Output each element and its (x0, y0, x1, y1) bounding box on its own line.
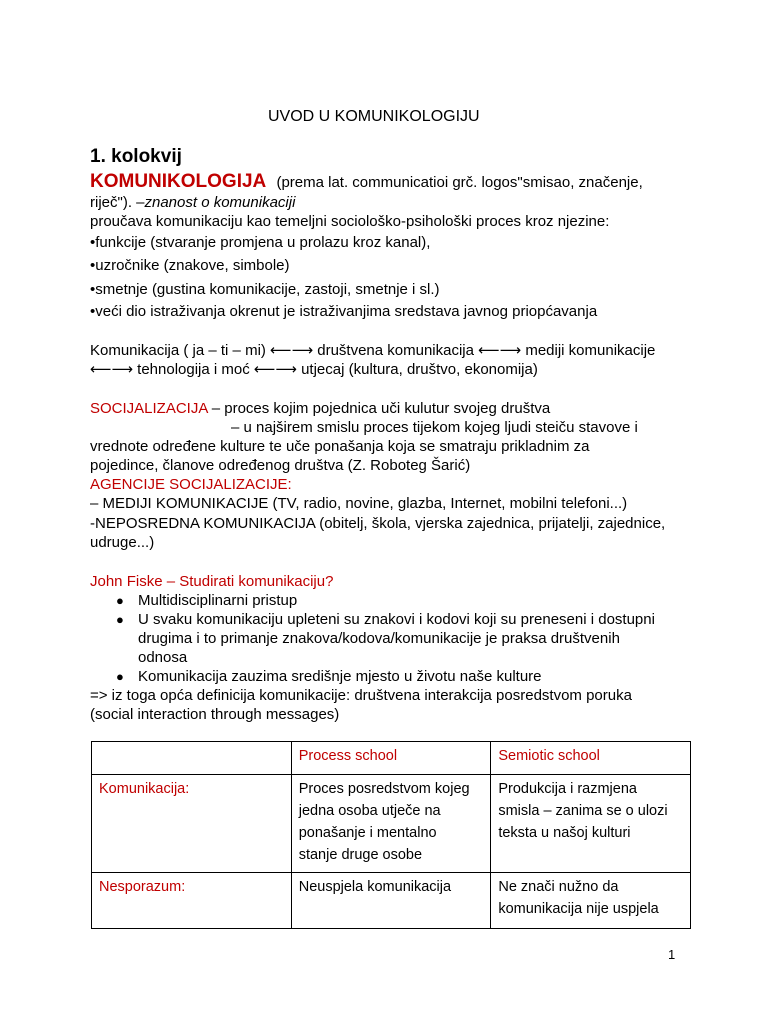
cell-line: teksta u našoj kulturi (498, 825, 631, 841)
table-header-cell: Process school (291, 742, 491, 775)
fiske-bullet: Multidisciplinarni pristup (138, 592, 298, 609)
intro-line: proučava komunikaciju kao temeljni sociološko-psihološki proces kroz njezine: (90, 213, 610, 230)
table-cell (291, 873, 491, 929)
chain-line: ⟵⟶ tehnologija i moć ⟵⟶ utjecaj (kultura, društvo, ekonomija) (90, 361, 538, 378)
cell-line: Ne znači nužno da (498, 879, 619, 895)
cell-line: Neuspjela komunikacija (298, 879, 452, 895)
fiske-bullet: Komunikacija zauzima središnje mjesto u životu naše kulture (138, 668, 542, 685)
cell-line: Produkcija i razmjena (498, 781, 637, 797)
socialization-def-cont: vrednote određene kulture te uče ponašanja koja se smatraju prikladnim za (90, 438, 590, 455)
page-number: 1 (668, 947, 676, 962)
bullet-item: •uzročnike (znakove, simbole) (90, 257, 290, 274)
term-definition: (prema lat. communicatioi grč. logos"smisao, značenje, (276, 174, 643, 191)
agency-item: -NEPOSREDNA KOMUNIKACIJA (obitelj, škola, vjerska zajednica, prijatelji, zajednice, (90, 515, 666, 532)
comparison-table (91, 741, 691, 929)
agency-item-cont: udruge...) (90, 534, 155, 551)
fiske-bullet-cont: odnosa (138, 649, 188, 666)
term-def-part2: riječ"). – (90, 194, 145, 211)
table-row (92, 775, 691, 873)
fiske-bullet-cont: drugima i to primanje znakova/kodova/komunikacije je praksa društvenih (138, 630, 620, 647)
table-header-cell: Semiotic school (491, 742, 691, 775)
socialization-term: SOCIJALIZACIJA (90, 400, 208, 417)
cell-line: stanje druge osobe (298, 847, 423, 863)
bullet-dot-icon: ● (116, 612, 124, 627)
table-row (92, 873, 691, 929)
fiske-bullet: U svaku komunikaciju upleteni su znakovi i kodovi koji su preneseni i dostupni (138, 611, 655, 628)
document-title: UVOD U KOMUNIKOLOGIJU (268, 108, 480, 125)
bullet-item: •funkcije (stvaranje promjena u prolazu kroz kanal), (90, 234, 431, 251)
cell-line: komunikacija nije uspjela (498, 901, 659, 917)
term-line (90, 170, 643, 195)
socialization-def: – proces kojim pojednica uči kulutur svojeg društva (211, 400, 551, 417)
term-def-italic: znanost o komunikaciji (144, 194, 296, 211)
table-cell (491, 873, 691, 929)
agencies-title: AGENCIJE SOCIJALIZACIJE: (90, 476, 292, 493)
conclusion-line: => iz toga opća definicija komunikacije: društvena interakcija posredstvom poruka (90, 687, 632, 704)
bullet-item: •veći dio istraživanja okrenut je istraživanjima sredstava javnog priopćavanja (90, 303, 598, 320)
cell-line: smisla – zanima se o ulozi (498, 803, 668, 819)
table-header-cell (92, 742, 292, 775)
cell-line: jedna osoba utječe na (298, 803, 441, 819)
bullet-dot-icon: ● (116, 593, 124, 608)
cell-line: ponašanje i mentalno (298, 825, 437, 841)
bullet-item: •smetnje (gustina komunikacije, zastoji, smetnje i sl.) (90, 281, 440, 298)
bullet-dot-icon: ● (116, 669, 124, 684)
table-header-row (92, 742, 691, 775)
socialization-line (90, 399, 550, 419)
socialization-def-cont: pojedince, članove određenog društva (Z. Roboteg Šarić) (90, 457, 471, 474)
cell-line: Proces posredstvom kojeg (298, 781, 470, 797)
term-definition-cont (90, 193, 295, 213)
conclusion-line: (social interaction through messages) (90, 706, 340, 723)
table-row-label: Nesporazum: (92, 873, 292, 929)
term-keyword: KOMUNIKOLOGIJA (90, 171, 267, 192)
fiske-title: John Fiske – Studirati komunikaciju? (90, 573, 334, 590)
socialization-def-cont: – u najširem smislu proces tijekom kojeg ljudi steiču stavove i (231, 419, 638, 436)
table-cell (291, 775, 491, 873)
agency-item: – MEDIJI KOMUNIKACIJE (TV, radio, novine, glazba, Internet, mobilni telefoni...) (90, 495, 628, 512)
table-row-label: Komunikacija: (92, 775, 292, 873)
table-cell (491, 775, 691, 873)
section-heading: 1. kolokvij (90, 146, 182, 167)
chain-line: Komunikacija ( ja – ti – mi) ⟵⟶ društvena komunikacija ⟵⟶ mediji komunikacije (90, 342, 656, 359)
